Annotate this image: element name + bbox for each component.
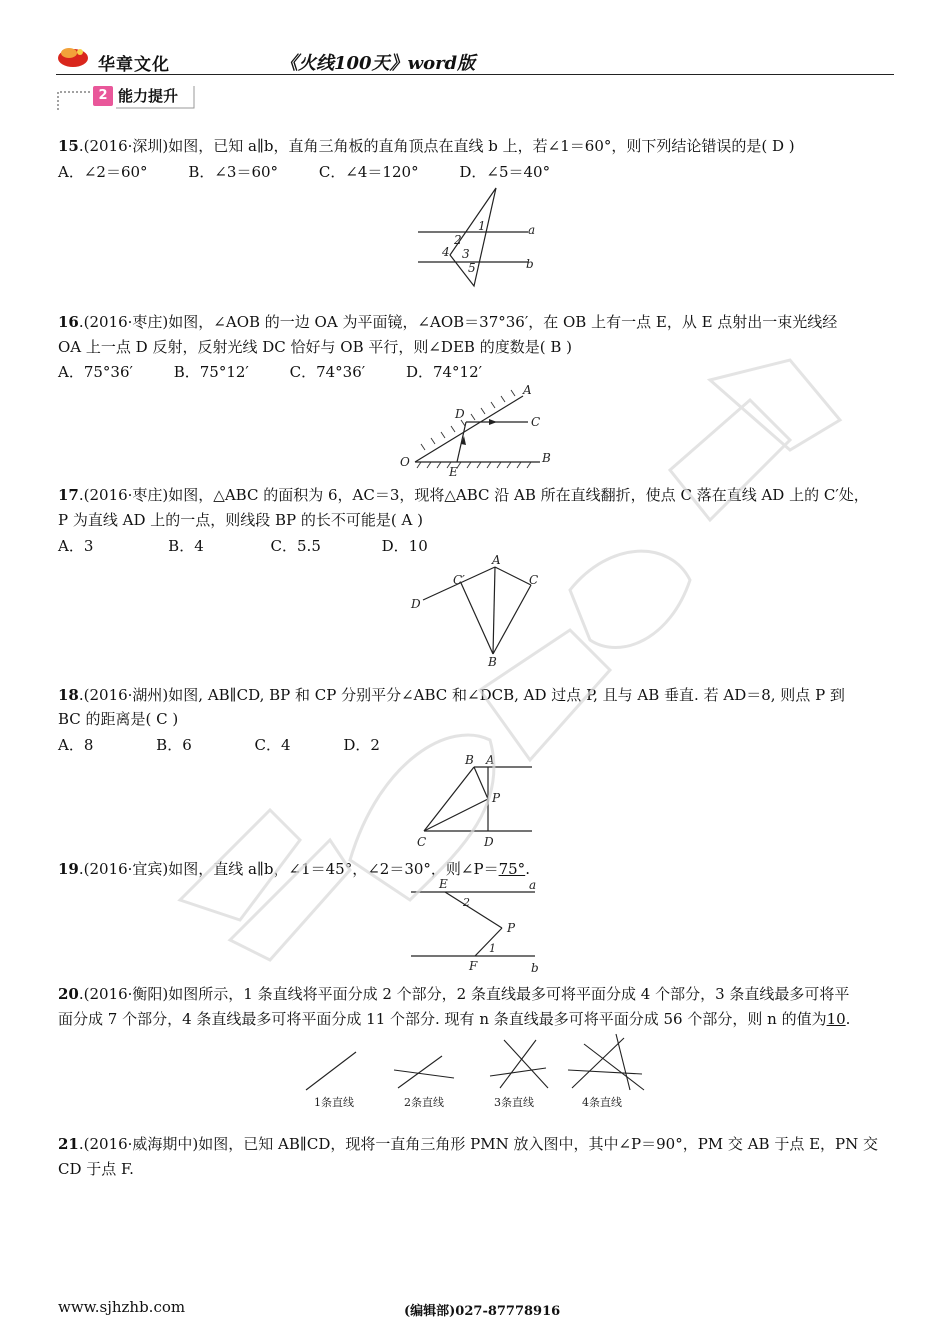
question-text: .(2016·宜宾)如图，直线 a∥b，∠1＝45°，∠2＝30°，则∠P＝ — [78, 860, 499, 878]
figure-20 — [300, 1030, 660, 1115]
option-b: B．4 — [168, 537, 204, 555]
question-21 — [58, 1132, 898, 1157]
label-C: C — [417, 835, 427, 849]
figure-15 — [410, 182, 550, 292]
label-B: B — [465, 753, 474, 767]
option-d: D．10 — [381, 537, 428, 555]
option-d: D．∠5＝40° — [459, 163, 551, 181]
label-P: P — [507, 921, 516, 935]
header-rule — [56, 74, 894, 75]
question-text: .(2016·衡阳)如图所示，1 条直线将平面分成 2 个部分，2 条直线最多可将平面分成 4 个部分，3 条直线最多可将平 — [78, 985, 850, 1003]
label-2: 2 — [454, 233, 462, 247]
question-20 — [58, 982, 898, 1007]
answer: 10 — [826, 1010, 846, 1028]
label-A: A — [523, 383, 532, 397]
question-text: .(2016·枣庄)如图，△ABC 的面积为 6，AC＝3，现将△ABC 沿 AB 所在直线翻折，使点 C 落在直线 AD 上的 C′处， — [78, 486, 869, 504]
label-b: b — [531, 961, 539, 974]
question-21-line2: CD 于点 F. — [58, 1160, 134, 1178]
option-c: C．5.5 — [270, 537, 321, 555]
option-b: B．75°12′ — [173, 363, 249, 381]
option-d: D．74°12′ — [405, 363, 483, 381]
option-b: B．∠3＝60° — [188, 163, 279, 181]
question-16-line2: OA 上一点 D 反射，反射光线 DC 恰好与 OB 平行，则∠DEB 的度数是( B ) — [58, 338, 572, 356]
brand-name: 华章文化 — [98, 55, 170, 75]
caption-2: 2条直线 — [404, 1096, 444, 1109]
label-A: A — [486, 753, 495, 767]
label-Cp: C′ — [453, 573, 465, 587]
question-number: 21 — [58, 1135, 79, 1153]
question-number: 15 — [58, 137, 79, 155]
label-4: 4 — [442, 245, 450, 259]
label-B: B — [542, 451, 551, 465]
label-2: 2 — [463, 896, 470, 909]
option-d: D．2 — [343, 736, 380, 754]
section-label: 能力提升 — [118, 87, 179, 105]
option-c: C．74°36′ — [289, 363, 366, 381]
question-text: .(2016·湖州)如图, AB∥CD, BP 和 CP 分别平分∠ABC 和∠DCB, AD 过点 P, 且与 AB 垂直. 若 AD＝8, 则点 P 到 — [78, 686, 845, 704]
answer: 75° — [498, 860, 526, 878]
label-O: O — [400, 455, 410, 469]
label-a: a — [528, 223, 536, 237]
label-C: C — [529, 573, 539, 587]
label-A: A — [492, 553, 501, 567]
question-text: .(2016·深圳)如图，已知 a∥b，直角三角板的直角顶点在直线 b 上，若∠1＝60°，则下列结论错误的是( D ) — [78, 137, 795, 155]
footer-phone: (编辑部)027-87778916 — [404, 1304, 561, 1319]
label-P: P — [492, 791, 501, 805]
question-number: 18 — [58, 686, 79, 704]
figure-17 — [405, 552, 555, 670]
question-17-line2: P 为直线 AD 上的一点，则线段 BP 的长不可能是( A ) — [58, 511, 423, 529]
label-F: F — [469, 959, 478, 973]
option-a: A．3 — [58, 537, 94, 555]
label-E: E — [449, 465, 458, 478]
label-C: C — [531, 415, 541, 429]
question-15 — [58, 134, 898, 159]
question-text: .(2016·枣庄)如图，∠AOB 的一边 OA 为平面镜，∠AOB＝37°36′，在 OB 上有一点 E，从 E 点射出一束光线经 — [78, 313, 838, 331]
question-17 — [58, 483, 898, 508]
label-1: 1 — [478, 219, 486, 233]
options-18 — [58, 733, 416, 758]
label-B: B — [488, 655, 497, 669]
question-number: 17 — [58, 486, 79, 504]
label-D: D — [455, 407, 465, 421]
question-16 — [58, 310, 898, 335]
question-number: 20 — [58, 985, 79, 1003]
option-c: C．4 — [254, 736, 291, 754]
question-number: 16 — [58, 313, 79, 331]
label-D: D — [484, 835, 494, 849]
caption-3: 3条直线 — [494, 1096, 534, 1109]
option-a: A．75°36′ — [58, 363, 133, 381]
figure-18 — [410, 752, 540, 852]
question-19: 19.(2016·宜宾)如图，直线 a∥b，∠1＝45°，∠2＝30°，则∠P＝75°. — [58, 860, 530, 878]
label-5: 5 — [468, 261, 476, 275]
question-text: .(2016·威海期中)如图，已知 AB∥CD，现将一直角三角形 PMN 放入图中，其中∠P＝90°，PM 交 AB 于点 E，PN 交 — [78, 1135, 879, 1153]
footer-website[interactable]: www.sjhzhb.com — [58, 1298, 186, 1316]
figure-16 — [395, 378, 555, 478]
figure-19 — [405, 876, 555, 974]
caption-1: 1条直线 — [314, 1096, 354, 1109]
option-a: A．8 — [58, 736, 94, 754]
label-b: b — [526, 257, 534, 271]
question-number: 19 — [58, 860, 79, 878]
label-3: 3 — [462, 247, 470, 261]
options-17 — [58, 534, 464, 559]
label-a: a — [529, 878, 537, 892]
question-18-line2: BC 的距离是( C ) — [58, 710, 179, 728]
question-18 — [58, 683, 898, 708]
document-title: 《火线100天》word版 — [280, 53, 476, 74]
label-E: E — [439, 877, 448, 891]
label-1: 1 — [489, 942, 496, 955]
option-a: A．∠2＝60° — [58, 163, 148, 181]
caption-4: 4条直线 — [582, 1096, 622, 1109]
brand-logo-icon — [56, 44, 90, 68]
option-b: B．6 — [156, 736, 192, 754]
section-number: 2 — [93, 86, 113, 106]
question-20-line2: 面分成 7 个部分，4 条直线最多可将平面分成 11 个部分. 现有 n 条直线最多可将平面分成 56 个部分，则 n 的值为10. — [58, 1010, 851, 1028]
option-c: C．∠4＝120° — [318, 163, 419, 181]
label-D: D — [411, 597, 421, 611]
